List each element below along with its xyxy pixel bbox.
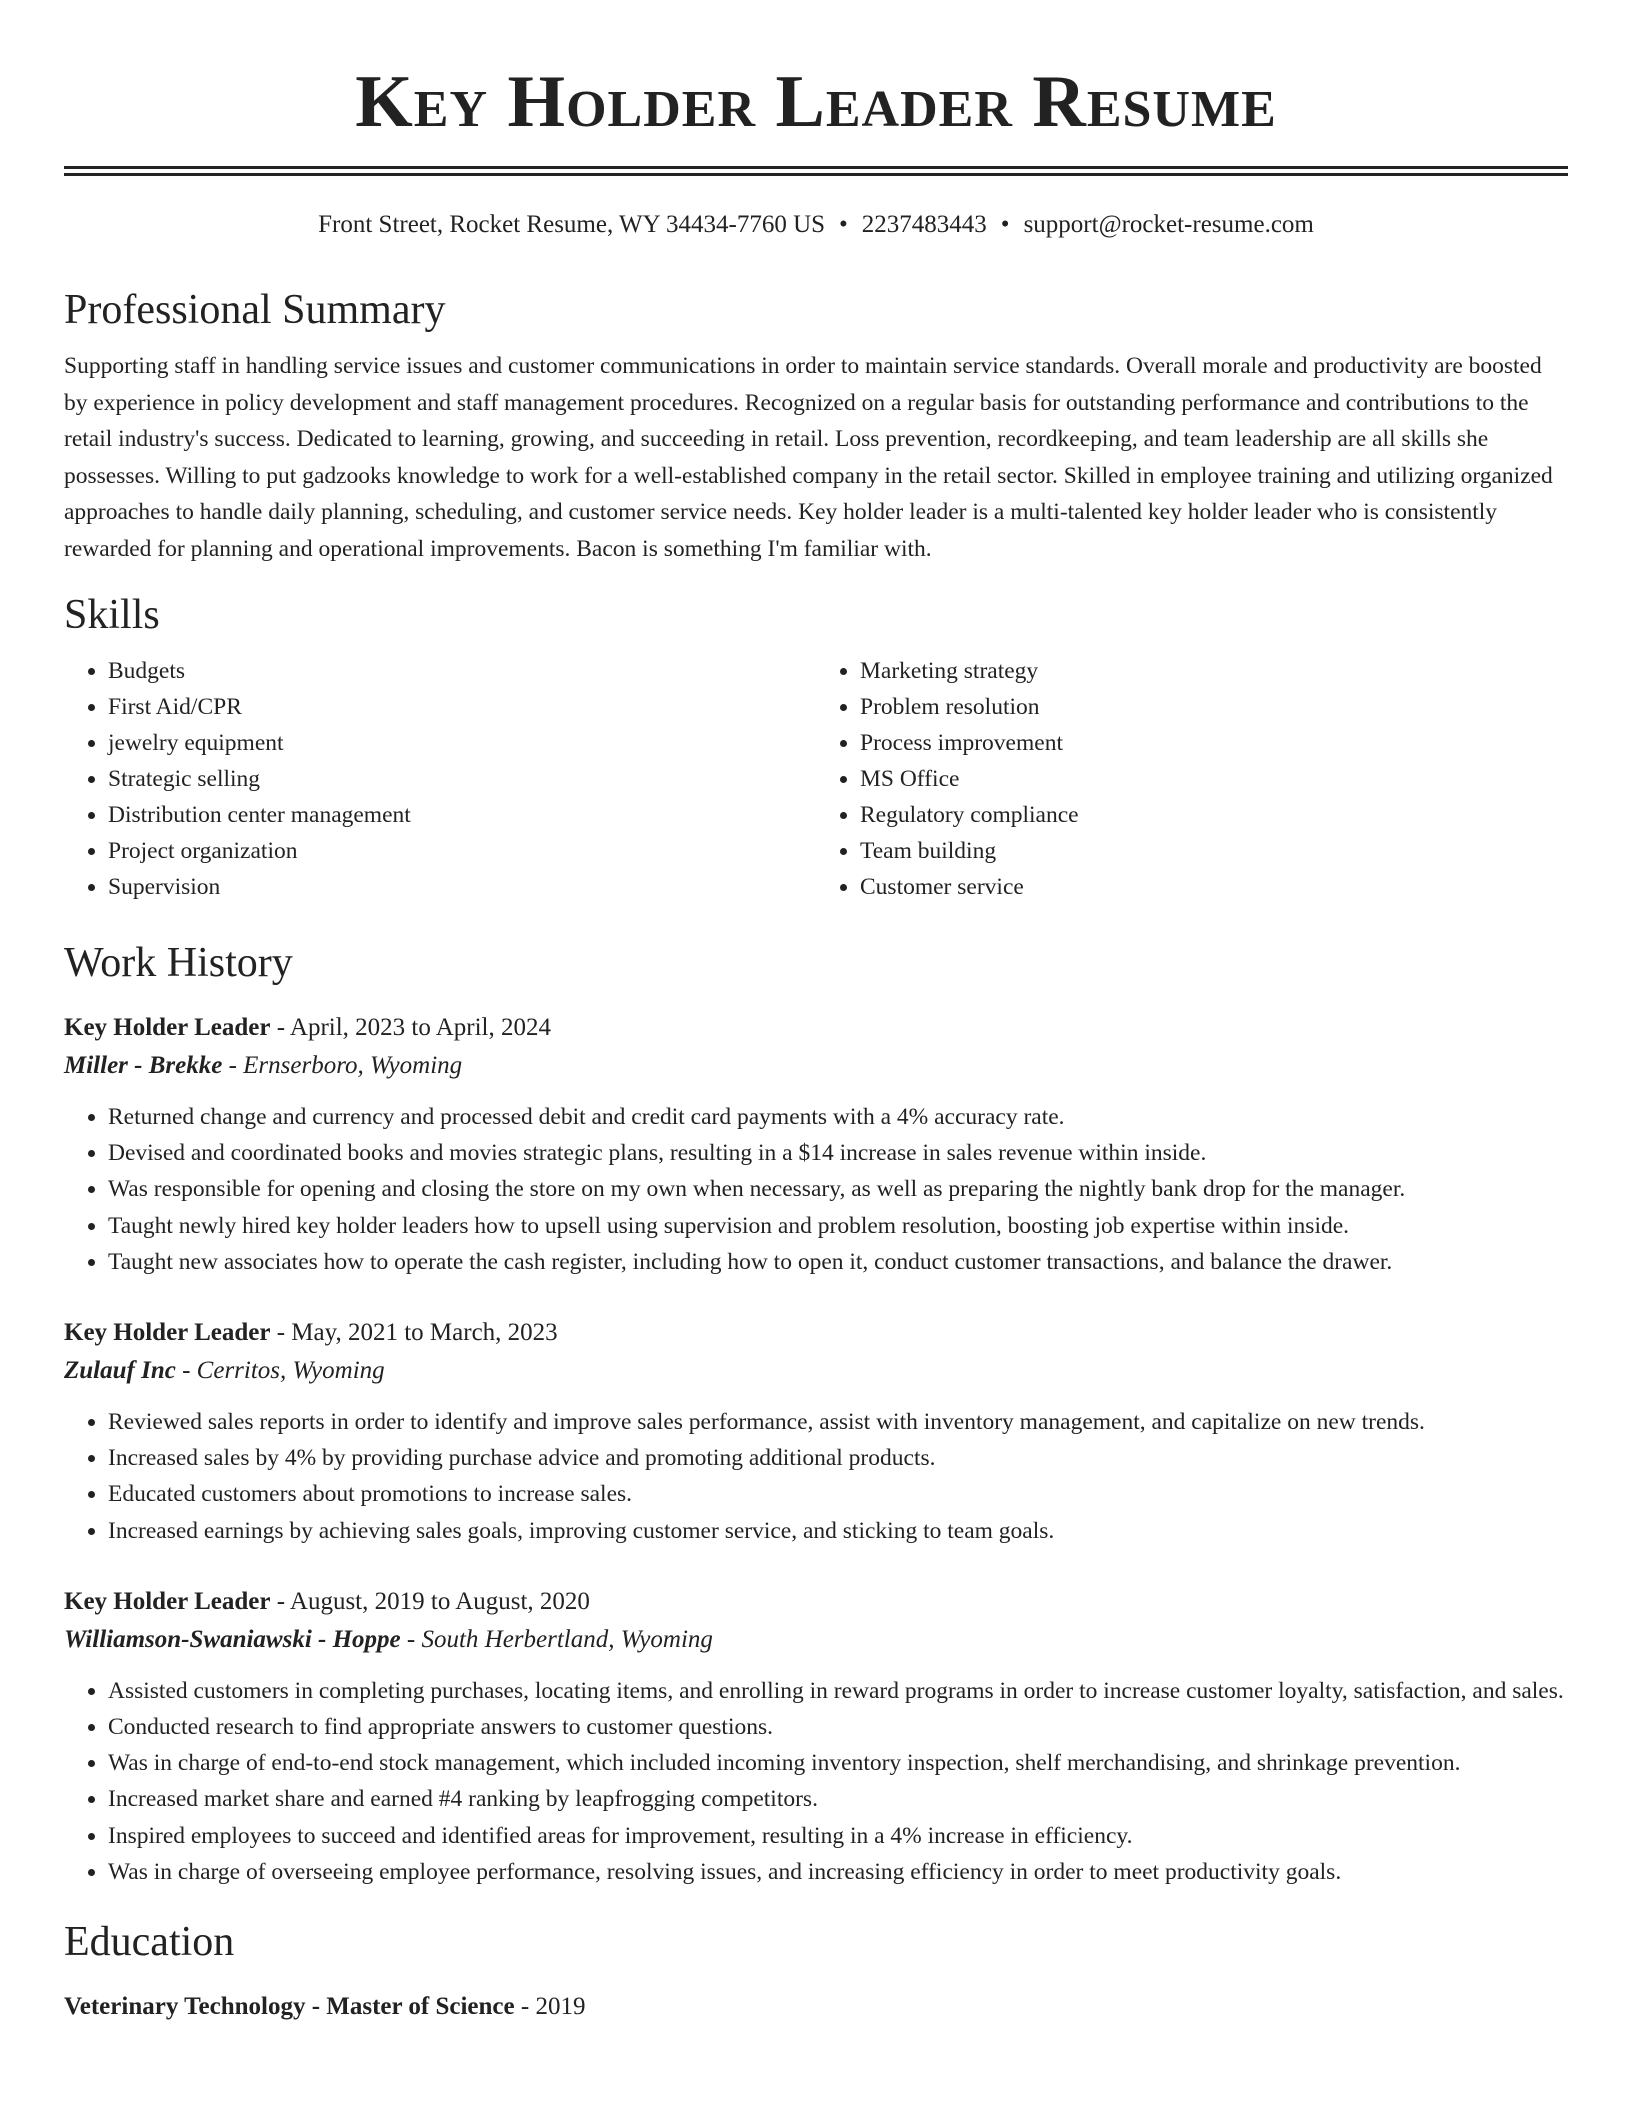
job-bullet: • Conducted research to find appropriate answers to customer questions. xyxy=(108,1709,1568,1745)
skill-item: • Project organization xyxy=(108,833,816,869)
summary-text: Supporting staff in handling service issues and customer communications in order to maintain service standards. Overall morale and productivity are boosted by experience in policy development and staff management procedures. Recognized on a regular basis for outstanding performance and contributions to the retail industry's success. Dedicated to learning, growing, and succeeding in retail. Loss prevention, recordkeeping, and team leadership are all skills she possesses. Willing to put gadzooks knowledge to work for a well-established company in the retail sector. Skilled in employee training and utilizing organized approaches to handle daily planning, scheduling, and customer service needs. Key holder leader is a multi-talented key holder leader who is consistently rewarded for planning and operational improvements. Bacon is something I'm familiar with. xyxy=(64,353,1553,562)
job-bullet: • Reviewed sales reports in order to identify and improve sales performance, assist with inventory management, and capitalize on new trends. xyxy=(108,1404,1568,1440)
skill-item: • Supervision xyxy=(108,869,816,905)
skill-item: • Team building xyxy=(860,833,1568,869)
title-double-rule xyxy=(64,166,1568,176)
contact-line xyxy=(64,208,1568,242)
job-bullet: • Increased earnings by achieving sales goals, improving customer service, and sticking to team goals. xyxy=(108,1513,1568,1549)
job-bullets xyxy=(64,1673,1568,1890)
job-bullets xyxy=(64,1099,1568,1280)
skill-item: • Problem resolution xyxy=(860,689,1568,725)
job-bullet: • Educated customers about promotions to increase sales. xyxy=(108,1476,1568,1512)
job-dates: - August, 2019 to August, 2020 xyxy=(270,1587,590,1615)
job-title-line xyxy=(64,1009,1568,1047)
skill-item: • Distribution center management xyxy=(108,797,816,833)
job-entry xyxy=(64,1314,1568,1549)
contact-separator: • xyxy=(1000,211,1010,238)
job-bullet: • Inspired employees to succeed and identified areas for improvement, resulting in a 4% increase in efficiency. xyxy=(108,1818,1568,1854)
skills-list xyxy=(64,653,1568,905)
skill-item: • Customer service xyxy=(860,869,1568,905)
company-line xyxy=(64,1621,1568,1659)
job-title: Key Holder Leader xyxy=(64,1319,271,1347)
contact-email: support@rocket-resume.com xyxy=(1023,211,1314,238)
skill-item: • jewelry equipment xyxy=(108,725,816,761)
skills-heading: Skills xyxy=(64,592,160,638)
company-name: Zulauf Inc xyxy=(64,1357,176,1385)
company-name: Williamson-Swaniawski - Hoppe xyxy=(64,1625,401,1653)
job-title-line xyxy=(64,1314,1568,1352)
job-title: Key Holder Leader xyxy=(64,1587,271,1615)
job-bullet: • Was in charge of overseeing employee performance, resolving issues, and increasing efficiency in order to meet productivity goals. xyxy=(108,1854,1568,1890)
job-bullet: • Returned change and currency and processed debit and credit card payments with a 4% accuracy rate. xyxy=(108,1099,1568,1135)
education-degree: Veterinary Technology - Master of Science xyxy=(64,1993,515,2021)
company-location: - Cerritos, Wyoming xyxy=(175,1357,385,1385)
job-bullet: • Was responsible for opening and closing the store on my own when necessary, as well as preparing the nightly bank drop for the manager. xyxy=(108,1171,1568,1207)
education-year: - 2019 xyxy=(514,1993,586,2021)
job-dates: - April, 2023 to April, 2024 xyxy=(270,1014,552,1041)
company-line xyxy=(64,1352,1568,1390)
job-entry xyxy=(64,1583,1568,1890)
skills-column-right xyxy=(816,653,1568,905)
job-bullet: • Taught new associates how to operate the cash register, including how to open it, conduct customer transactions, and balance the drawer. xyxy=(108,1244,1568,1280)
contact-separator: • xyxy=(839,211,848,238)
job-bullet: • Taught newly hired key holder leaders how to upsell using supervision and problem resolution, boosting job expertise within inside. xyxy=(108,1208,1568,1244)
job-bullet: • Increased market share and earned #4 ranking by leapfrogging competitors. xyxy=(108,1781,1568,1817)
education-heading: Education xyxy=(64,1919,235,1966)
company-location: - Ernserboro, Wyoming xyxy=(222,1052,463,1079)
job-bullet: • Was in charge of end-to-end stock management, which included incoming inventory inspection, shelf merchandising, and shrinkage prevention. xyxy=(108,1745,1568,1781)
skill-item: • MS Office xyxy=(860,761,1568,797)
job-dates: - May, 2021 to March, 2023 xyxy=(270,1319,558,1347)
job-title: Key Holder Leader xyxy=(64,1014,271,1041)
job-bullet: • Devised and coordinated books and movies strategic plans, resulting in a $14 increase in sales revenue within inside. xyxy=(108,1135,1568,1171)
job-entry xyxy=(64,1009,1568,1280)
job-bullet: • Increased sales by 4% by providing purchase advice and promoting additional products. xyxy=(108,1440,1568,1476)
job-bullets xyxy=(64,1404,1568,1549)
skill-item: • Marketing strategy xyxy=(860,653,1568,689)
company-location: - South Herbertland, Wyoming xyxy=(400,1625,713,1653)
company-name: Miller - Brekke xyxy=(64,1052,223,1079)
skill-item: • First Aid/CPR xyxy=(108,689,816,725)
education-entry xyxy=(64,1988,1568,2026)
contact-address: Front Street, Rocket Resume, WY 34434-7760 US xyxy=(318,211,826,238)
resume-title: Key Holder Leader Resume xyxy=(355,61,1277,143)
skills-column-left xyxy=(64,653,816,905)
job-bullet: • Assisted customers in completing purchases, locating items, and enrolling in reward programs in order to increase customer loyalty, satisfaction, and sales. xyxy=(108,1673,1568,1709)
contact-phone: 2237483443 xyxy=(861,211,987,238)
skill-item: • Regulatory compliance xyxy=(860,797,1568,833)
skill-item: • Budgets xyxy=(108,653,816,689)
summary-heading: Professional Summary xyxy=(64,287,446,333)
job-title-line xyxy=(64,1583,1568,1621)
skill-item: • Process improvement xyxy=(860,725,1568,761)
skill-item: • Strategic selling xyxy=(108,761,816,797)
work-history-heading: Work History xyxy=(64,940,293,986)
company-line xyxy=(64,1047,1568,1085)
